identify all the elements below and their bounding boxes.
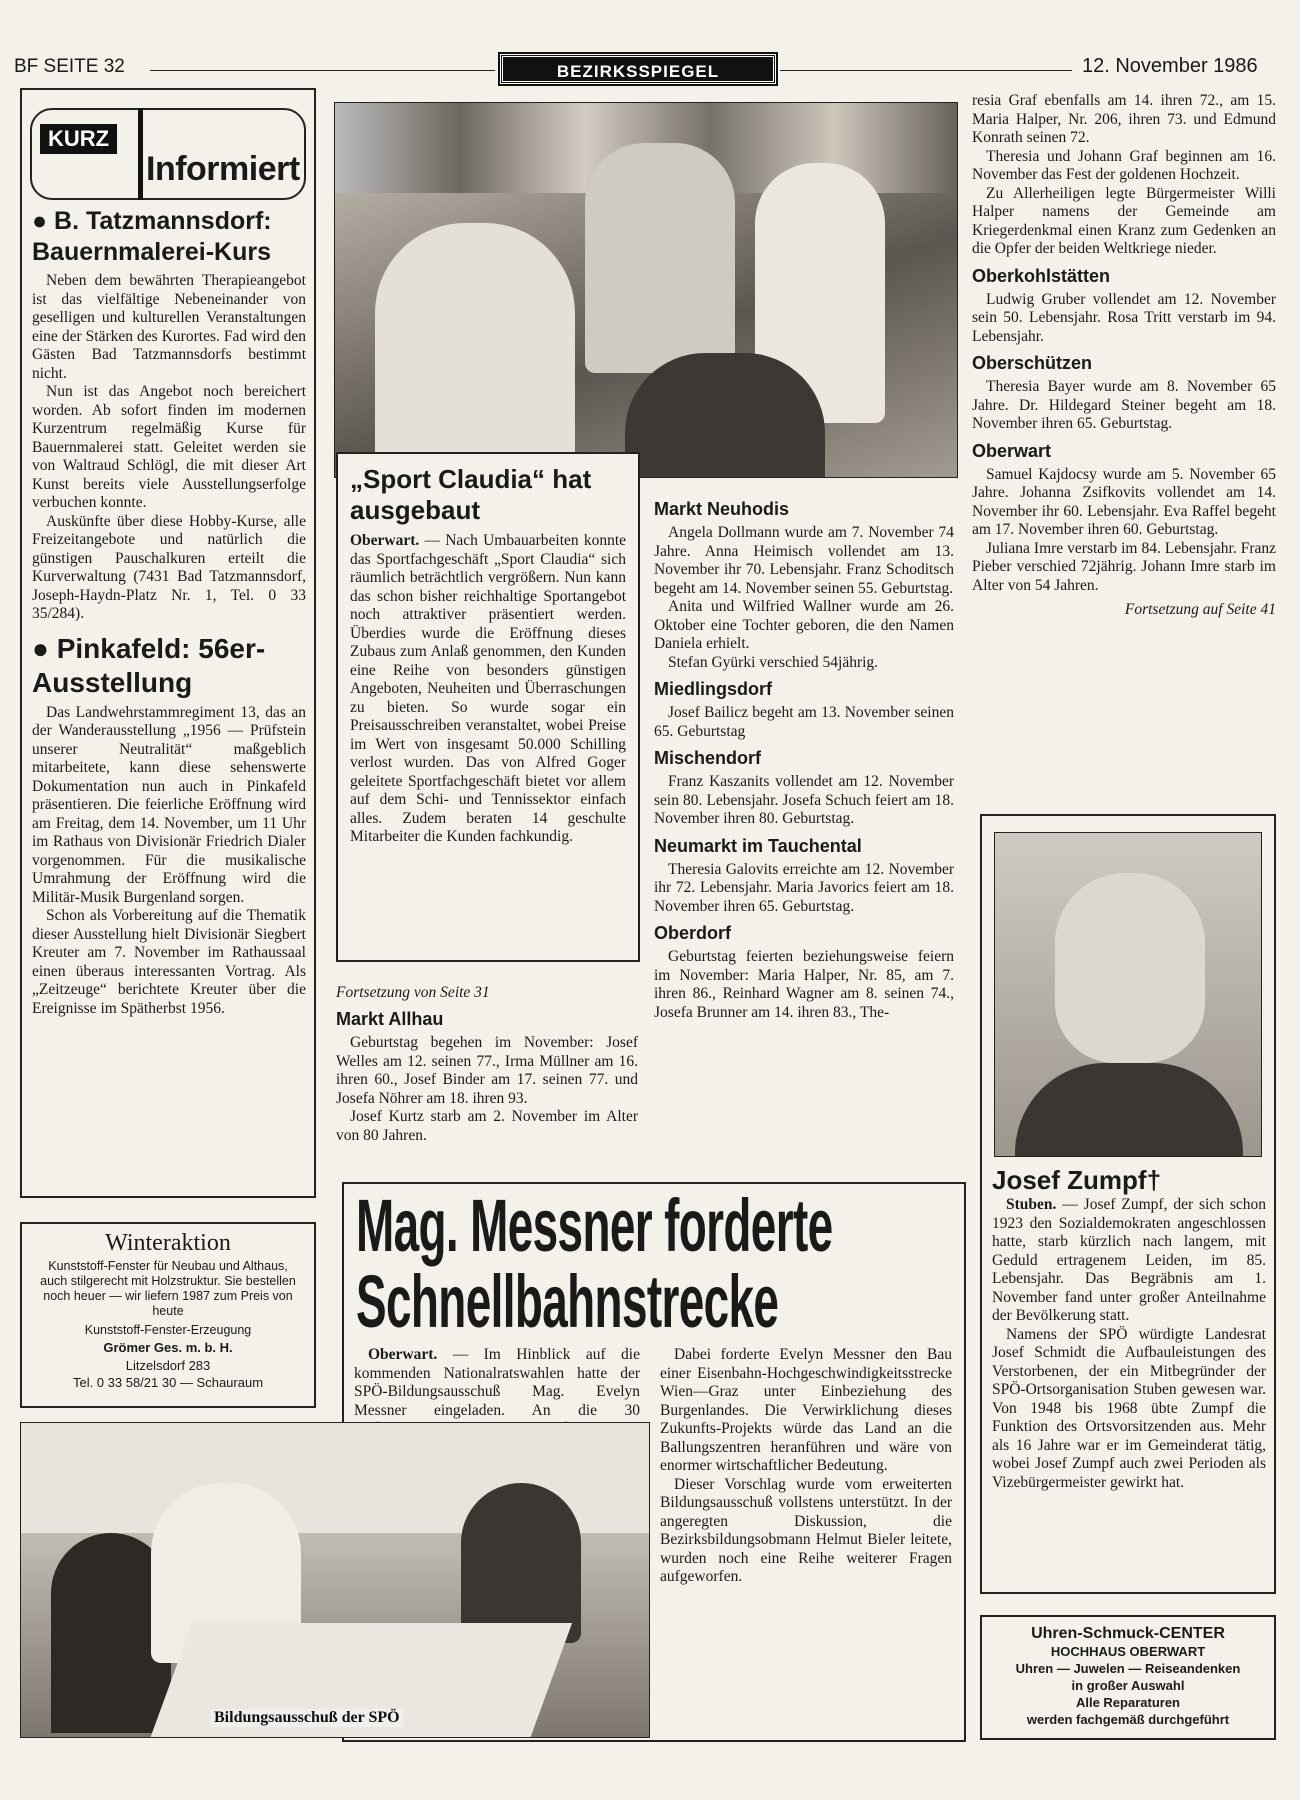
subheading: Neumarkt im Tauchental	[654, 835, 862, 856]
section-title: BEZIRKSSPIEGEL	[500, 54, 776, 84]
kurz-title: Informiert	[146, 150, 300, 188]
paragraph: Josef Kurtz starb am 2. November im Alter von 80 Jahren.	[336, 1108, 638, 1144]
paragraph: Auskünfte über diese Hobby-Kurse, alle Freizeitangebote und natürlich die günstigen Pauschalkuren erteilt die Kurverwaltung (7431 Bad Tatzmannsdorf, Joseph-Haydn-Platz Nr. 1, Tel. 0 33 35/284).	[32, 512, 306, 622]
ad-uhren-schmuck	[980, 1615, 1276, 1740]
column-markt-allhau	[336, 984, 638, 1145]
paragraph: Angela Dollmann wurde am 7. November 74 Jahre. Anna Heimisch vollendet am 13. November ihr 70. Lebensjahr. Franz Schoditsch begeht am 14. November seinen 55. Geburtstag.	[654, 524, 954, 597]
heading-obituary: Josef Zumpf†	[992, 1165, 1162, 1195]
paragraph: Dieser Vorschlag wurde vom erweiterten Bildungsausschuß vollstens unterstützt. In der angeregten Diskussion, die Bezirksbildungsobmann Helmut Bieler leitete, wurden noch eine Reihe weiterer Fragen aufgeworfen.	[660, 1475, 952, 1585]
paragraph: Dabei forderte Evelyn Messner den Bau einer Eisenbahn-Hochgeschwindigkeitsstrecke Wien—Graz unter Einbeziehung des Burgenlandes. Die Verwirklichung dieses Zukunfts-Projekts würde das Land an die Ballungszentren heranführen und wäre von enormer wirtschaftlicher Bedeutung.	[660, 1346, 952, 1474]
logo-bar	[138, 108, 143, 200]
ad-text: Kunststoff-Fenster für Neubau und Althaus, auch stilgerecht mit Holzstruktur. Sie bestellen noch heuer — wir liefern 1987 zum Preis von heute	[40, 1259, 296, 1318]
heading-sport-claudia: „Sport Claudia“ hat ausgebaut	[350, 464, 592, 525]
paragraph: Geburtstag feierten beziehungsweise feiern im November: Maria Halper, Nr. 85, am 7. ihren 86., Reinhard Wagner am 8. seinen 74., Josefa Brunner am 14. ihren 83., The-	[654, 948, 954, 1021]
ad-company-line: Kunststoff-Fenster-Erzeugung	[84, 1323, 252, 1337]
headline-line: Schnellbahnstrecke	[356, 1260, 779, 1343]
heading-pinkafeld: ● Pinkafeld: 56er-Ausstellung	[32, 632, 266, 698]
ad-uhren-location: HOCHHAUS OBERWART	[1050, 1644, 1206, 1659]
bullet-icon: ●	[32, 632, 57, 664]
subheading: Miedlingsdorf	[654, 679, 772, 699]
page-number: BF SEITE 32	[14, 56, 125, 77]
ad-uhren-text: Alle Reparaturen	[1075, 1695, 1181, 1710]
photo-sport-claudia	[334, 102, 958, 478]
obituary-text	[992, 1164, 1266, 1492]
headline-messner	[356, 1184, 833, 1343]
continuation-note: Fortsetzung auf Seite 41	[1124, 601, 1276, 618]
paragraph: Schon als Vorbereitung auf die Thematik dieser Ausstellung hielt Divisionär Siegbert Kreuter am 7. November im Rathaussaal einen überaus interessanten Vortrag. Als „Zeitzeuge“ berichtete Kreuter über die Ereignisse im Spätherbst 1956.	[32, 907, 306, 1017]
box-obituary	[980, 814, 1276, 1594]
ad-phone: Tel. 0 33 58/21 30 — Schauraum	[72, 1375, 264, 1390]
ad-title: Winteraktion	[105, 1230, 231, 1256]
continuation-note: Fortsetzung von Seite 31	[336, 984, 490, 1001]
box-sport-claudia	[336, 452, 640, 962]
paragraph: Neben dem bewährten Therapieangebot ist das vielfältige Nebeneinander von geselligen und kulturellen Veranstaltungen eine der Stärken des Kurortes. Fad wird den Gästen Bad Tatzmannsdorfs bestimmt nicht.	[32, 272, 306, 382]
paragraph: Nun ist das Angebot noch bereichert worden. Ab sofort finden im modernen Kurzentrum regelmäßig Kurse für Bauernmalerei statt. Geleitet werden sie von Waltraud Schlögl, die mit dieser Art Kunst bereits viele Ausstellungserfolge verbuchen konnte.	[32, 383, 306, 511]
subheading: Mischendorf	[654, 748, 762, 768]
paragraph: resia Graf ebenfalls am 14. ihren 72., am 15. Maria Halper, Nr. 206, ihren 73. und Edmund Konrath seinen 72.	[972, 92, 1276, 146]
ad-uhren-text: werden fachgemäß durchgeführt	[1026, 1712, 1230, 1727]
ad-uhren-text: in großer Auswahl	[1071, 1678, 1185, 1693]
portrait-suit	[1015, 1063, 1243, 1157]
paragraph: Ludwig Gruber vollendet am 12. November sein 50. Lebensjahr. Rosa Tritt verstarb im 94. Lebensjahr.	[972, 290, 1276, 345]
ad-address: Litzelsdorf 283	[125, 1358, 211, 1373]
messner-column-2	[660, 1346, 952, 1587]
ad-uhren-title: Uhren-Schmuck-CENTER	[1031, 1625, 1225, 1642]
kurz-logo	[30, 108, 306, 200]
photo-person	[461, 1483, 581, 1643]
photo-person	[585, 143, 735, 373]
ad-company: Grömer Ges. m. b. H.	[103, 1340, 233, 1355]
bullet-icon: ●	[32, 207, 55, 235]
column-markt-neuhodis	[654, 492, 954, 1022]
masthead-rule-left	[150, 70, 495, 71]
paragraph: Theresia Bayer wurde am 8. November 65 Jahre. Dr. Hildegard Steiner begeht am 18. November ihren 65. Geburtstag.	[972, 378, 1276, 432]
paragraph: Geburtstag begehen im November: Josef Welles am 12. seinen 77., Irma Müllner am 16. ihren 60., Josef Binder am 17. seinen 77. und Josefa Nöhrer am 18. ihren 93.	[336, 1034, 638, 1107]
photo-person	[375, 223, 575, 473]
paragraph: Theresia Galovits erreichte am 12. November ihr 72. Lebensjahr. Maria Javorics feiert am 18. November ihren 65. Geburtstag.	[654, 860, 954, 915]
paragraph: Oberwart. — Im Hinblick auf die kommenden Nationalratswahlen hatte der SPÖ-Bildungsausschuß Mag. Evelyn Messner eingeladen. An die 30	[354, 1346, 640, 1419]
paragraph: Das Landwehrstammregiment 13, das an der Wanderausstellung „1956 — Prüfstein unserer Neutralität“ maßgeblich mitarbeitete, kann diese sehenswerte Dokumentation nun auch in Pinkafeld präsentieren. Die feierliche Eröffnung wird am Freitag, dem 14. November, um 11 Uhr im Rathaus von Divisionär Friedrich Dialer vorgenommen. Für die musikalische Umrahmung der Eröffnung wird die Militär-Musik Burgenland sorgen.	[32, 703, 306, 906]
portrait-photo	[994, 832, 1262, 1157]
subheading: Oberwart	[972, 440, 1052, 461]
paragraph: Juliana Imre verstarb im 84. Lebensjahr. Franz Pieber verschied 72jährig. Johann Imre starb im Alter von 54 Jahren.	[972, 539, 1276, 594]
portrait-face	[1055, 873, 1205, 1063]
paragraph: Zu Allerheiligen legte Bürgermeister Willi Halper namens der Gemeinde am Kriegerdenkmal einen Kranz zum Gedenken an die Opfer der beiden Weltkriege nieder.	[972, 184, 1276, 257]
subheading: Oberkohlstätten	[972, 265, 1111, 286]
subheading: Markt Allhau	[336, 1009, 444, 1029]
paragraph: Theresia und Johann Graf beginnen am 16. November das Fest der goldenen Hochzeit.	[972, 147, 1276, 183]
masthead-rule-right	[780, 70, 1072, 71]
kurz-badge: KURZ	[40, 124, 117, 154]
issue-date: 12. November 1986	[1082, 55, 1258, 77]
subheading: Oberschützen	[972, 353, 1093, 373]
ad-winteraktion	[20, 1222, 316, 1408]
paragraph: Anita und Wilfried Wallner wurde am 26. Oktober eine Tochter geboren, die den Namen Daniela erhielt.	[654, 598, 954, 652]
ad-uhren-text: Uhren — Juwelen — Reiseandenken	[1015, 1661, 1241, 1676]
photo-person	[625, 353, 825, 478]
heading-bauernmalerei: ● B. Tatzmannsdorf: Bauernmalerei-Kurs	[32, 207, 272, 266]
paragraph: Stuben. — Josef Zumpf, der sich schon 1923 den Sozialdemokraten angeschlossen hatte, starb kürzlich nach langem, mit Geduld ertragenem Leiden, im 85. Lebensjahr. Das Begräbnis am 1. November fand unter großer Anteilnahme der Bevölkerung statt.	[992, 1196, 1266, 1324]
column-oberwart	[972, 92, 1276, 619]
photo-bildungsausschuss	[20, 1422, 650, 1738]
photo-caption: Bildungsausschuß der SPÖ	[211, 1709, 403, 1727]
article-bauernmalerei	[32, 206, 306, 1018]
paragraph: Samuel Kajdocsy wurde am 5. November 65 Jahre. Johanna Zsifkovits vollendet am 14. November ihr 60. Lebensjahr. Eva Raffel begeht am 17. November ihren 60. Geburtstag.	[972, 465, 1276, 538]
paragraph: Oberwart. — Nach Umbauarbeiten konnte das Sportfachgeschäft „Sport Claudia“ sich räumlich beträchtlich vergrößern. Nun kann das schon bisher reichhaltige Sportangebot noch attraktiver präsentiert werden. Überdies wurde die Eröffnung dieses Zubaus zum Anlaß genommen, den Kunden eine Reihe von besonders günstigen Angeboten, Neuheiten und Überraschungen zu bieten. So wurde sogar ein Preisausschreiben veranstaltet, wobei Preise im Wert von insgesamt 50.000 Schilling verlost wurden. Das von Alfred Goger geleitete Sportfachgeschäft bietet vor allem auf dem Schi- und Tennissektor einfach alles. Zudem beraten 14 geschulte Mitarbeiter die Kunden fachkundig.	[350, 532, 627, 845]
paragraph: Josef Bailicz begeht am 13. November seinen 65. Geburtstag	[654, 704, 954, 740]
paragraph: Namens der SPÖ würdigte Landesrat Josef Schmidt die Aufbauleistungen des Verstorbenen, der ein Mitbegründer der SPÖ-Ortsorganisation Stuben gewesen war. Von 1948 bis 1968 übte Zumpf die Funktion des Ortsvorsitzenden aus. Mehr als 16 Jahre war er im Gemeinderat tätig, wobei Josef Zumpf auch zwei Perioden als Vizebürgermeister gewirkt hat.	[992, 1325, 1266, 1491]
paragraph: Franz Kaszanits vollendet am 12. November sein 80. Lebensjahr. Josefa Schuch feiert am 18. November ihren 80. Geburtstag.	[654, 773, 954, 827]
subheading: Oberdorf	[654, 923, 732, 943]
paragraph: Stefan Gyürki verschied 54jährig.	[668, 653, 879, 671]
headline-line: Mag. Messner forderte	[356, 1184, 833, 1267]
subheading: Markt Neuhodis	[654, 499, 790, 519]
